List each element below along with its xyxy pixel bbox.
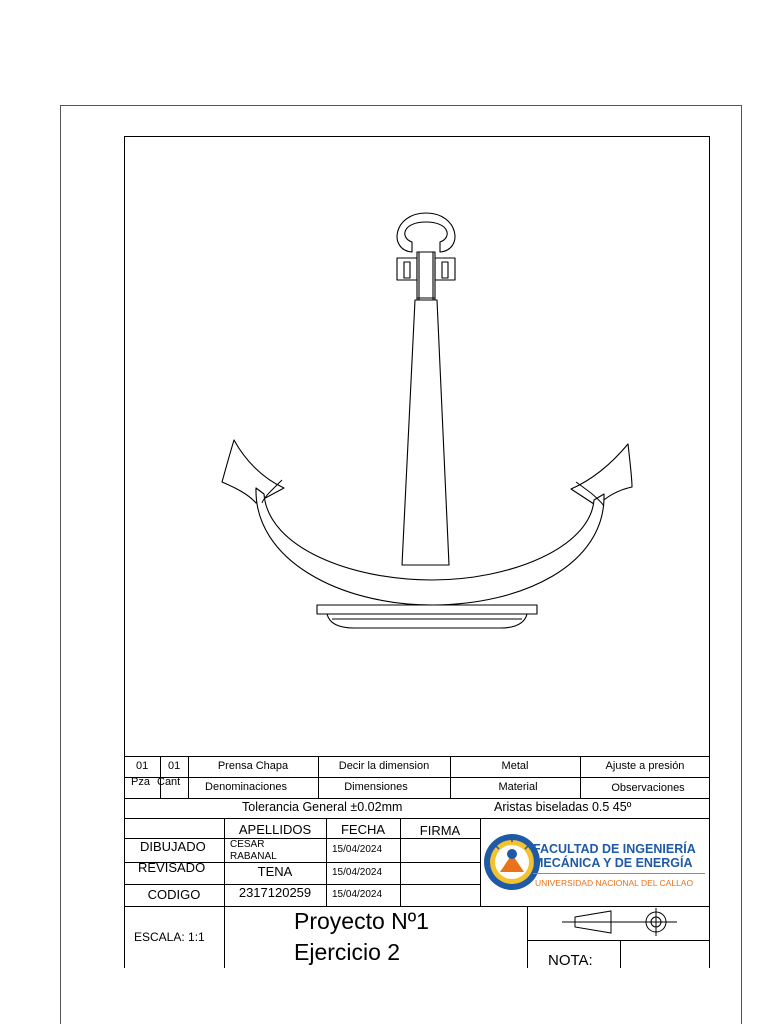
proyecto-title: Proyecto Nº1	[294, 908, 429, 934]
base-plate	[317, 605, 537, 614]
dibujado-fecha: 15/04/2024	[332, 844, 383, 855]
tolerance-general: Tolerancia General ±0.02mm	[242, 800, 403, 814]
nota-label: NOTA:	[548, 952, 593, 969]
escala-label: ESCALA: 1:1	[134, 930, 205, 944]
logo-line-3: UNIVERSIDAD NACIONAL DEL CALLAO	[535, 878, 694, 888]
col-fecha: FECHA	[340, 822, 386, 837]
denominacion-value: Prensa Chapa	[217, 760, 289, 772]
material-header: Material	[498, 781, 538, 793]
denominaciones-header: Denominaciones	[205, 781, 287, 793]
logo-line-1: FACULTAD DE INGENIERÍA	[533, 842, 696, 856]
codigo-label: CODIGO	[147, 887, 201, 902]
codigo-value: 2317120259	[238, 885, 312, 900]
dimension-value: Decir la dimension	[338, 760, 430, 772]
left-fluke	[222, 440, 284, 503]
cant-header: Cant	[157, 776, 181, 788]
projection-symbol-icon	[527, 906, 710, 940]
cant-value: 01	[168, 760, 181, 772]
base-lower	[327, 614, 527, 628]
pza-value: 01	[136, 760, 149, 772]
university-logo	[480, 830, 710, 894]
col-firma: FIRMA	[419, 823, 461, 838]
dimensiones-header: Dimensiones	[344, 781, 408, 793]
tolerance-edges: Aristas biseladas 0.5 45º	[494, 800, 632, 814]
material-value: Metal	[501, 760, 529, 772]
ejercicio-title: Ejercicio 2	[294, 939, 401, 965]
revisado-name: TENA	[257, 864, 293, 879]
pza-header: Pza	[131, 776, 150, 788]
observaciones-header: Observaciones	[611, 782, 685, 794]
codigo-fecha: 15/04/2024	[332, 889, 383, 900]
shackle-ring	[397, 213, 455, 252]
shank-body	[402, 300, 449, 565]
col-apellidos: APELLIDOS	[238, 822, 312, 837]
observacion-value: Ajuste a presión	[605, 760, 685, 772]
logo-line-2: MECÁNICA Y DE ENERGÍA	[533, 856, 693, 870]
shank-top	[417, 252, 435, 300]
dibujado-label: DIBUJADO	[140, 839, 206, 854]
dibujado-name-2: RABANAL	[230, 851, 277, 862]
dibujado-name-1: CESAR	[230, 839, 265, 850]
revisado-label: REVISADO	[138, 860, 206, 875]
revisado-fecha: 15/04/2024	[332, 867, 383, 878]
logo-divider	[533, 873, 705, 874]
